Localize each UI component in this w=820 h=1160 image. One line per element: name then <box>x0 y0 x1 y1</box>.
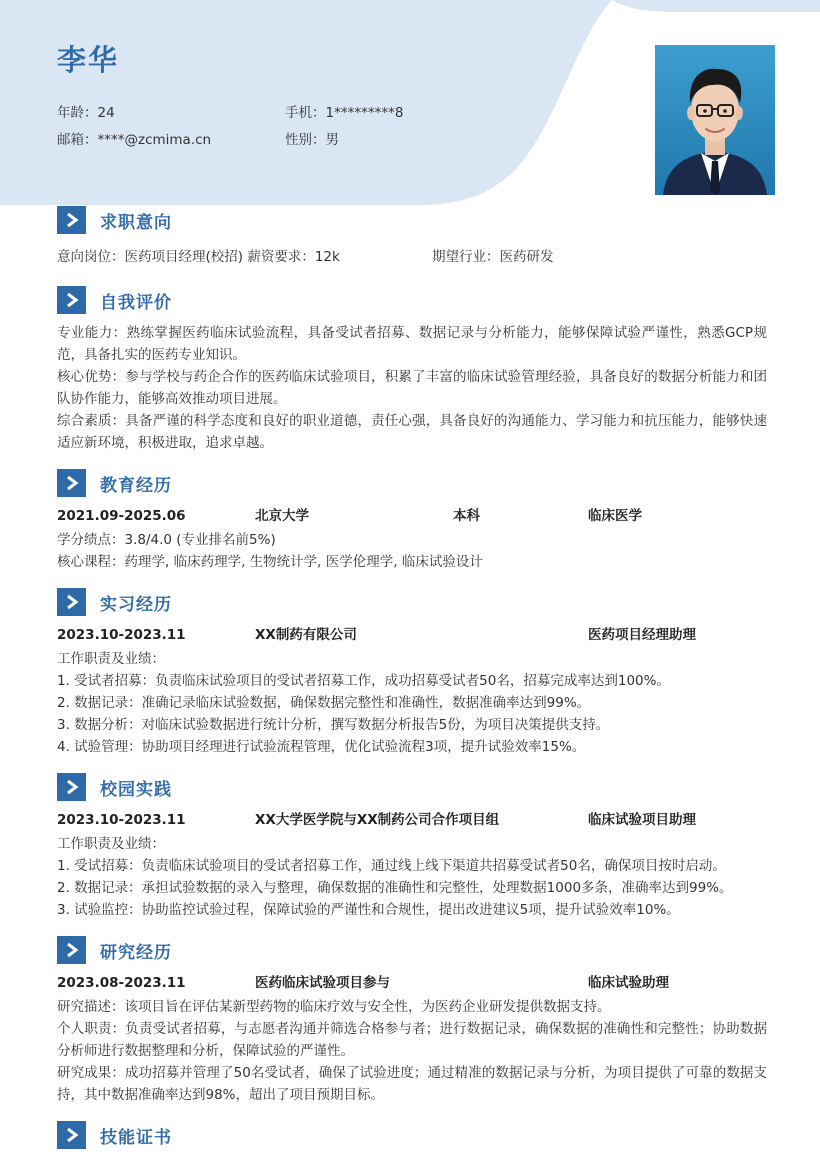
education-row <box>57 505 767 527</box>
section-title: 校园实践 <box>100 779 172 800</box>
research-date: 2023.08-2023.11 <box>57 975 186 991</box>
internship-intro: 工作职责及业绩： <box>57 651 165 667</box>
campus-item: 1. 受试招募：负责临床试验项目的受试者招募工作，通过线上线下渠道共招募受试者50名，确保项目按时启动。 <box>57 858 726 874</box>
chevron-right-icon <box>57 936 86 964</box>
education-degree: 本科 <box>453 508 480 524</box>
campus-role: 临床试验项目助理 <box>588 812 696 828</box>
research-row <box>57 972 767 994</box>
section-title: 技能证书 <box>100 1127 172 1148</box>
education-school: 北京大学 <box>255 508 309 524</box>
internship-date: 2023.10-2023.11 <box>57 627 186 643</box>
age-info: 年龄：24 <box>57 105 115 121</box>
education-courses: 核心课程：药理学, 临床药理学, 生物统计学, 医学伦理学, 临床试验设计 <box>57 554 483 570</box>
intent-position-salary: 意向岗位：医药项目经理(校招) 薪资要求：12k <box>57 249 340 265</box>
internship-company: XX制药有限公司 <box>255 627 357 643</box>
education-major: 临床医学 <box>588 508 642 524</box>
section-title: 实习经历 <box>100 594 172 615</box>
internship-row <box>57 624 767 646</box>
campus-org: XX大学医学院与XX制药公司合作项目组 <box>255 812 500 828</box>
self-eval-advantage: 核心优势：参与学校与药企合作的医药临床试验项目，积累了丰富的临床试验管理经验，具备良好的数据分析能力和团队协作能力，能够高效推动项目进展。 <box>57 369 767 407</box>
research-role: 临床试验助理 <box>588 975 669 991</box>
section-self-evaluation <box>57 286 172 314</box>
internship-role: 医药项目经理助理 <box>588 627 696 643</box>
chevron-right-icon <box>57 773 86 801</box>
research-responsibility: 个人职责：负责受试者招募，与志愿者沟通并筛选合格参与者；进行数据记录，确保数据的准确性和完整性；协助数据分析师进行数据整理和分析，保障试验的严谨性。 <box>57 1021 767 1059</box>
research-description: 研究描述：该项目旨在评估某新型药物的临床疗效与安全性，为医药企业研发提供数据支持。 <box>57 999 611 1015</box>
education-date: 2021.09-2025.06 <box>57 508 186 524</box>
campus-date: 2023.10-2023.11 <box>57 812 186 828</box>
chevron-right-icon <box>57 1121 86 1149</box>
email-info: 邮箱：****@zcmima.cn <box>57 132 212 148</box>
gender-info: 性别：男 <box>285 132 339 148</box>
chevron-right-icon <box>57 469 86 497</box>
self-eval-professional: 专业能力：熟练掌握医药临床试验流程，具备受试者招募、数据记录与分析能力，能够保障试验严谨性，熟悉GCP规范，具备扎实的医药专业知识。 <box>57 325 767 363</box>
campus-item: 2. 数据记录：承担试验数据的录入与整理，确保数据的准确性和完整性，处理数据1000多条，准确率达到99%。 <box>57 880 733 896</box>
internship-item: 4. 试验管理：协助项目经理进行试验流程管理，优化试验流程3项，提升试验效率15%。 <box>57 739 586 755</box>
chevron-right-icon <box>57 588 86 616</box>
campus-item: 3. 试验监控：协助监控试验过程，保障试验的严谨性和合规性，提出改进建议5项，提升试验效率10%。 <box>57 902 680 918</box>
self-eval-quality: 综合素质：具备严谨的科学态度和良好的职业道德，责任心强，具备良好的沟通能力、学习能力和抗压能力，能够快速适应新环境，积极进取，追求卓越。 <box>57 413 767 451</box>
education-gpa: 学分绩点：3.8/4.0 (专业排名前5%) <box>57 532 276 548</box>
section-title: 教育经历 <box>100 475 172 496</box>
internship-item: 2. 数据记录：准确记录临床试验数据，确保数据完整性和准确性，数据准确率达到99%。 <box>57 695 591 711</box>
section-campus-practice <box>57 773 172 801</box>
candidate-name: 李华 <box>57 43 120 77</box>
section-job-intent <box>57 206 172 234</box>
section-title: 求职意向 <box>100 212 172 233</box>
intent-industry: 期望行业：医药研发 <box>432 249 554 265</box>
section-skills <box>57 1121 172 1149</box>
internship-item: 1. 受试者招募：负责临床试验项目的受试者招募工作，成功招募受试者50名，招募完成率达到100%。 <box>57 673 670 689</box>
section-title: 自我评价 <box>100 292 172 313</box>
profile-photo <box>655 45 775 195</box>
research-project: 医药临床试验项目参与 <box>255 975 390 991</box>
internship-item: 3. 数据分析：对临床试验数据进行统计分析，撰写数据分析报告5份，为项目决策提供支持。 <box>57 717 610 733</box>
chevron-right-icon <box>57 286 86 314</box>
section-education <box>57 469 172 497</box>
section-internship <box>57 588 172 616</box>
phone-info: 手机：1*********8 <box>285 105 404 121</box>
section-research <box>57 936 172 964</box>
section-title: 研究经历 <box>100 942 172 963</box>
campus-intro: 工作职责及业绩： <box>57 836 165 852</box>
campus-row <box>57 809 767 831</box>
research-outcome: 研究成果：成功招募并管理了50名受试者，确保了试验进度；通过精准的数据记录与分析，为项目提供了可靠的数据支持，其中数据准确率达到98%，超出了项目预期目标。 <box>57 1065 767 1103</box>
chevron-right-icon <box>57 206 86 234</box>
